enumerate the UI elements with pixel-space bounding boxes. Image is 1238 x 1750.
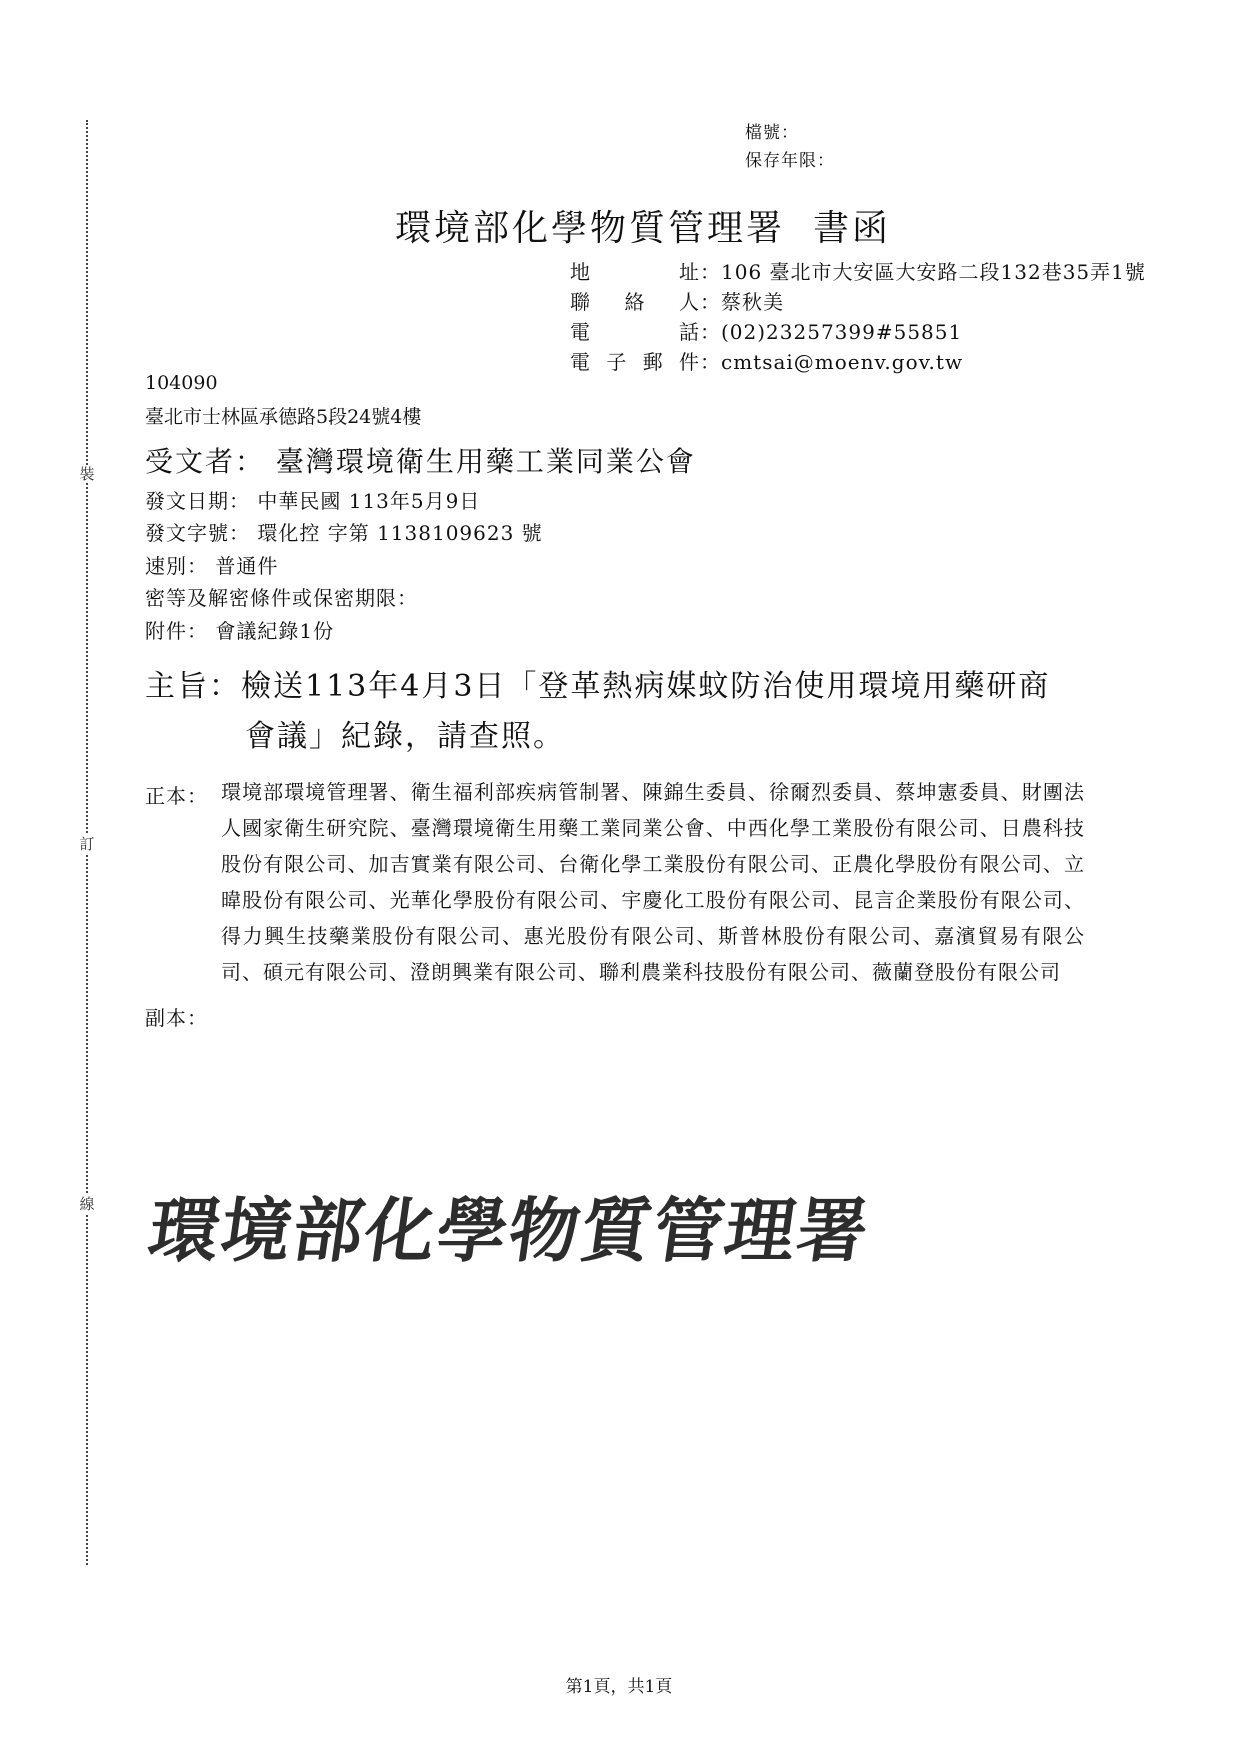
sender-contact-value: ：蔡秋美 xyxy=(700,290,784,314)
document-number-value: 環化控 字第 1138109623 號 xyxy=(257,521,543,545)
subject xyxy=(145,662,1095,762)
subject-label: 主旨： xyxy=(145,669,241,704)
sender-contact xyxy=(570,286,784,315)
urgency xyxy=(145,550,278,579)
recipient xyxy=(145,440,696,480)
distribution-list xyxy=(145,780,1085,1031)
recipient-postcode: 104090 xyxy=(145,372,218,394)
page-number: 第1頁，共1頁 xyxy=(565,1677,673,1697)
attachment-value: 會議紀錄1份 xyxy=(215,619,335,643)
binding-mark-xian: 線 xyxy=(79,1195,95,1213)
sender-email xyxy=(570,346,963,375)
retention-period-label: 保存年限： xyxy=(745,151,835,171)
agency-seal-stamp: 環境部化學物質管理署 xyxy=(143,1190,875,1272)
sender-address-label: 地址 xyxy=(570,260,700,284)
sender-email-value: ：cmtsai@moenv.gov.tw xyxy=(700,350,964,374)
agency-name: 環境部化學物質管理署 xyxy=(395,208,786,249)
document-title xyxy=(395,200,891,251)
document-type: 書函 xyxy=(813,208,892,249)
sender-contact-label: 聯絡人 xyxy=(570,290,700,314)
original-recipients-text: 環境部環境管理署、衛生福利部疾病管制署、陳錦生委員、徐爾烈委員、蔡坤憲委員、財團法人國家衛生研究院、臺灣環境衛生用藥工業同業公會、中西化學工業股份有限公司、日農科技股份有限公司、加吉實業有限公司、台衛化學工業股份有限公司、正農化學股份有限公司、立暐股份有限公司、光華化學股份有限公司、宇慶化工股份有限公司、昆言企業股份有限公司、得力興生技藥業股份有限公司、惠光股份有限公司、斯普林股份有限公司、嘉濱貿易有限公司、碩元有限公司、澄朗興業有限公司、聯利農業科技股份有限公司、薇蘭登股份有限公司 xyxy=(221,780,1085,984)
issue-date-label: 發文日期： xyxy=(145,489,250,513)
copy-label: 副本： xyxy=(145,1006,208,1030)
sender-address-value: ：106 臺北市大安區大安路二段132巷35弄1號 xyxy=(700,260,1146,284)
sender-phone-value: ：(02)23257399#55851 xyxy=(700,320,963,344)
sender-address xyxy=(570,256,1146,285)
file-number-label: 檔號： xyxy=(745,123,799,143)
original-label: 正本： xyxy=(145,784,208,808)
sender-phone xyxy=(570,316,962,345)
attachment-label: 附件： xyxy=(145,619,208,643)
binding-mark-ding: 訂 xyxy=(79,835,95,853)
recipient-name: 臺灣環境衛生用藥工業同業公會 xyxy=(275,445,696,478)
issue-date-value: 中華民國 113年5月9日 xyxy=(257,489,481,513)
confidentiality xyxy=(145,582,418,611)
attachment xyxy=(145,615,334,644)
document-number-label: 發文字號： xyxy=(145,521,250,545)
urgency-value: 普通件 xyxy=(215,554,279,578)
recipient-street: 臺北市士林區承德路5段24號4樓 xyxy=(145,406,422,428)
document-number xyxy=(145,517,543,546)
subject-line-2: 會議」紀錄，請查照。 xyxy=(245,719,565,754)
sender-phone-label: 電話 xyxy=(570,320,700,344)
confidentiality-label: 密等及解密條件或保密期限： xyxy=(145,586,418,610)
sender-email-label: 電子郵件 xyxy=(570,350,700,374)
binding-mark-zhuang: 裝 xyxy=(79,465,95,483)
subject-line-1: 檢送113年4月3日「登革熱病媒蚊防治使用環境用藥研商 xyxy=(241,669,1051,704)
copy-recipients xyxy=(145,1002,1085,1031)
recipient-label: 受文者： xyxy=(145,445,266,478)
original-recipients xyxy=(145,780,1085,990)
urgency-label: 速別： xyxy=(145,554,208,578)
issue-date xyxy=(145,485,480,514)
